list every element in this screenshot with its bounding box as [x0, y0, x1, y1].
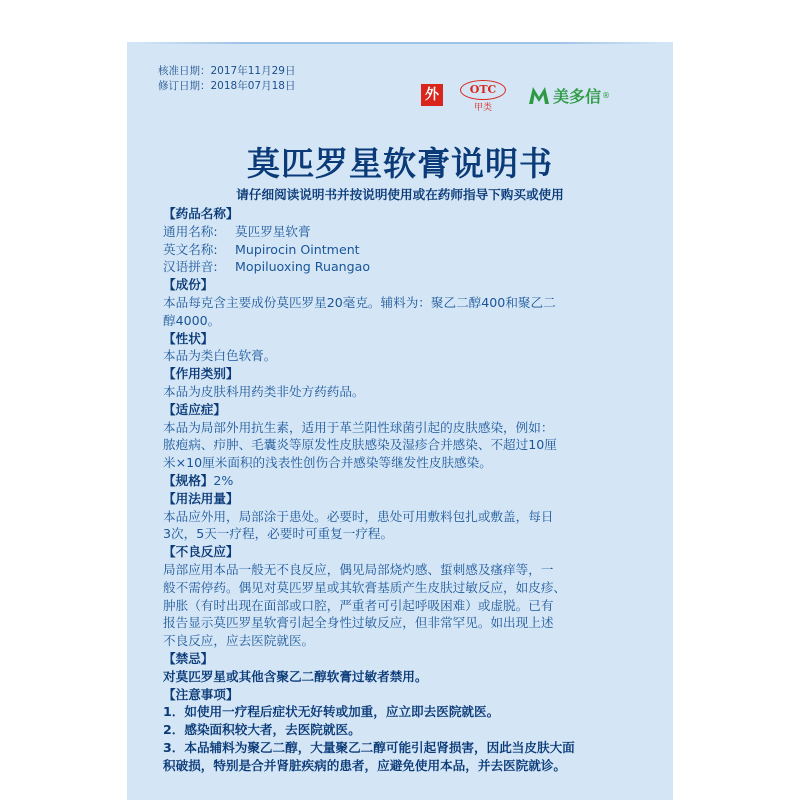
english-name-value: Mupirocin Ointment	[235, 241, 360, 257]
section-heading-adverse: 【不良反应】	[163, 544, 239, 560]
english-name-label: 英文名称:	[163, 241, 218, 257]
adverse-line: 不良反应，应去医院就医。	[163, 633, 315, 649]
contraindications-text: 对莫匹罗星或其他含聚乙二醇软膏过敏者禁用。	[163, 668, 428, 684]
section-heading-description: 【性状】	[163, 330, 214, 346]
strength-value: 2%	[213, 472, 234, 488]
precaution-item: 2．感染面积较大者，去医院就医。	[163, 722, 361, 738]
precaution-item: 1．如使用一疗程后症状无好转或加重，应立即去医院就医。	[163, 704, 500, 720]
ingredients-line: 醇4000。	[163, 312, 221, 328]
leaflet-body	[163, 205, 633, 775]
precaution-item: 3．本品辅料为聚乙二醇，大量聚乙二醇可能引起肾损害，因此当皮肤大面	[163, 739, 575, 755]
category-text: 本品为皮肤科用药类非处方药药品。	[163, 383, 365, 399]
indications-line: 本品为局部外用抗生素，适用于革兰阳性球菌引起的皮肤感染，例如：	[163, 419, 554, 435]
pinyin-label: 汉语拼音:	[163, 259, 218, 275]
section-heading-contraindications: 【禁忌】	[163, 650, 214, 666]
leaflet-paper	[127, 42, 673, 800]
external-use-badge: 外	[421, 84, 443, 106]
dosage-line: 3次，5天一疗程，必要时可重复一疗程。	[163, 526, 394, 542]
indications-line: 米×10厘米面积的浅表性创伤合并感染等继发性皮肤感染。	[163, 455, 492, 471]
approval-date: 核准日期：2017年11月29日	[158, 65, 296, 77]
brand-logo	[528, 84, 610, 106]
brand-m-icon	[528, 85, 550, 105]
adverse-line: 报告显示莫匹罗星软膏引起全身性过敏反应，但非常罕见。如出现上述	[163, 615, 554, 631]
otc-oval: OTC	[460, 80, 506, 100]
generic-name-label: 通用名称:	[163, 223, 218, 239]
otc-logo	[460, 80, 506, 113]
section-heading-category: 【作用类别】	[163, 366, 239, 382]
strength-row	[163, 472, 633, 490]
section-heading-dosage: 【用法用量】	[163, 490, 239, 506]
adverse-line: 局部应用本品一般无不良反应，偶见局部烧灼感、蜇刺感及瘙痒等，一	[163, 561, 554, 577]
section-heading-strength: 【规格】	[163, 472, 214, 488]
adverse-line: 肿胀（有时出现在面部或口腔，严重者可引起呼吸困难）或虚脱。已有	[163, 597, 554, 613]
generic-name-value: 莫匹罗星软膏	[235, 223, 311, 239]
brand-name: 美多信	[553, 86, 602, 106]
precaution-item: 积破损，特别是合并肾脏疾病的患者，应避免使用本品，并去医院就诊。	[163, 757, 566, 773]
revision-date: 修订日期：2018年07月18日	[158, 80, 296, 92]
document-title: 莫匹罗星软膏说明书	[247, 144, 553, 183]
english-name-row	[163, 241, 633, 259]
pinyin-row	[163, 258, 633, 276]
ingredients-line: 本品每克含主要成份莫匹罗星20毫克。辅料为：聚乙二醇400和聚乙二	[163, 294, 556, 310]
document-subtitle: 请仔细阅读说明书并按说明使用或在药师指导下购买或使用	[236, 187, 564, 202]
adverse-line: 般不需停药。偶见对莫匹罗星或其软膏基质产生皮肤过敏反应，如皮疹、	[163, 579, 566, 595]
section-heading-drug-name: 【药品名称】	[163, 206, 239, 221]
generic-name-row	[163, 223, 633, 241]
description-text: 本品为类白色软膏。	[163, 348, 277, 364]
indications-line: 脓疱病、疖肿、毛囊炎等原发性皮肤感染及湿疹合并感染、不超过10厘	[163, 437, 557, 453]
pinyin-value: Mopiluoxing Ruangao	[235, 259, 371, 275]
registered-mark: ®	[602, 90, 611, 100]
section-heading-indications: 【适应症】	[163, 401, 226, 417]
otc-class: 甲类	[473, 103, 492, 113]
section-heading-precautions: 【注意事项】	[163, 686, 239, 702]
section-heading-ingredients: 【成份】	[163, 277, 214, 293]
date-info	[158, 64, 295, 94]
dosage-line: 本品应外用，局部涂于患处。必要时，患处可用敷料包扎或敷盖，每日	[163, 508, 554, 524]
